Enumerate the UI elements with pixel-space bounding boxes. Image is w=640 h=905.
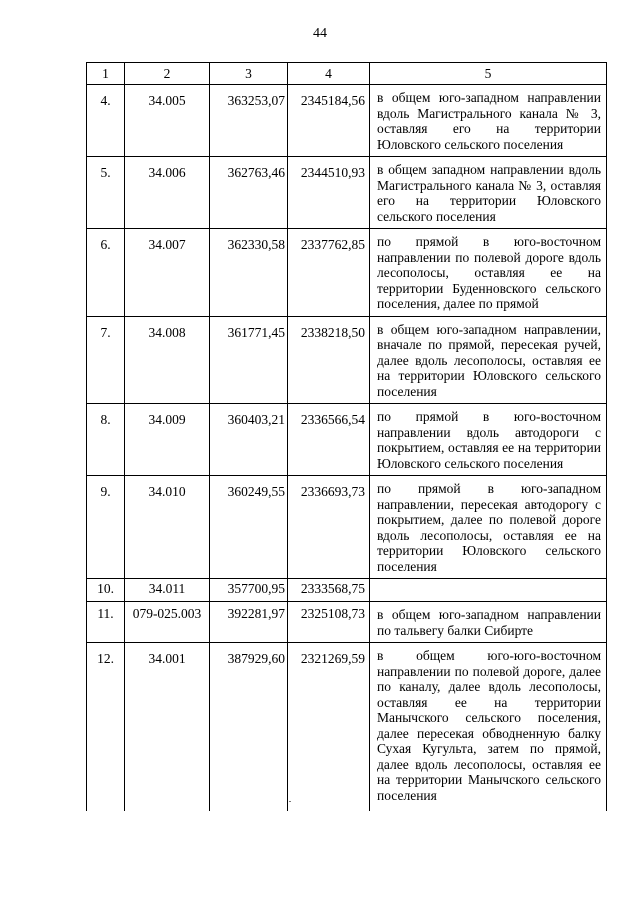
coord-y: 2336693,73 bbox=[288, 476, 370, 579]
coord-y: 2333568,75 bbox=[288, 579, 370, 602]
header-col-3: 3 bbox=[210, 63, 288, 85]
coord-x: 363253,07 bbox=[210, 85, 288, 157]
table-row bbox=[87, 157, 607, 229]
boundary-description-cell bbox=[370, 643, 607, 812]
row-number: 7. bbox=[87, 316, 125, 404]
boundary-description-cell bbox=[370, 229, 607, 317]
row-number: 5. bbox=[87, 157, 125, 229]
header-col-2: 2 bbox=[125, 63, 210, 85]
coord-x: 357700,95 bbox=[210, 579, 288, 602]
point-id: 34.007 bbox=[125, 229, 210, 317]
boundary-description-cell bbox=[370, 85, 607, 157]
boundary-description: в общем юго-западном направлении по тальвегу балки Сибирте bbox=[377, 607, 601, 638]
table-row bbox=[87, 579, 607, 602]
boundary-description: по прямой в юго-восточном направлении по полевой дороге вдоль лесополосы, оставляя ее на территории Буденновского сельского поселения, далее по прямой bbox=[377, 234, 601, 311]
page-number: 44 bbox=[313, 26, 327, 41]
coord-y: 2325108,73 bbox=[288, 602, 370, 643]
table-row bbox=[87, 85, 607, 157]
boundary-description-cell bbox=[370, 404, 607, 476]
coord-y: 2321269,59 bbox=[288, 643, 370, 812]
table-row bbox=[87, 404, 607, 476]
point-id: 34.008 bbox=[125, 316, 210, 404]
table-row bbox=[87, 229, 607, 317]
boundary-description-cell bbox=[370, 579, 607, 602]
boundary-description: в общем юго-западном направлении, вначале по прямой, пересекая ручей, далее вдоль лесополосы, оставляя ее на территории Юловского сельского поселения bbox=[377, 321, 601, 399]
row-number: 10. bbox=[87, 579, 125, 602]
boundary-points-table bbox=[86, 62, 607, 811]
coord-y: 2338218,50 bbox=[288, 316, 370, 404]
row-number: 8. bbox=[87, 404, 125, 476]
boundary-description: в общем юго-западном направлении вдоль Магистрального канала № 3, оставляя его на территории Юловского сельского поселения bbox=[377, 90, 601, 152]
coord-y: 2345184,56 bbox=[288, 85, 370, 157]
scan-speck bbox=[289, 801, 291, 802]
point-id: 34.009 bbox=[125, 404, 210, 476]
table-row bbox=[87, 602, 607, 643]
row-number: 9. bbox=[87, 476, 125, 579]
table-header-row bbox=[87, 63, 607, 85]
row-number: 12. bbox=[87, 643, 125, 812]
row-number: 6. bbox=[87, 229, 125, 317]
boundary-description: по прямой в юго-западном направлении, пересекая автодорогу с покрытием, далее по полевой дороге вдоль лесополосы, оставляя ее на территории Юловского сельского поселения bbox=[377, 481, 601, 574]
coord-x: 362330,58 bbox=[210, 229, 288, 317]
boundary-description: в общем юго-юго-восточном направлении по полевой дороге, далее по каналу, далее вдоль лесополосы, оставляя ее на территории Манычского сельского поселения, далее пересекая обводненную балку Сухая Кугульта, затем по прямой, далее вдоль лесополосы, оставляя ее на территории Манычского сельского поселения bbox=[377, 648, 601, 803]
boundary-description-cell bbox=[370, 157, 607, 229]
coord-x: 362763,46 bbox=[210, 157, 288, 229]
boundary-description-cell bbox=[370, 602, 607, 643]
row-number: 11. bbox=[87, 602, 125, 643]
coord-y: 2337762,85 bbox=[288, 229, 370, 317]
boundary-description-cell bbox=[370, 316, 607, 404]
point-id: 079-025.003 bbox=[125, 602, 210, 643]
coord-x: 392281,97 bbox=[210, 602, 288, 643]
point-id: 34.006 bbox=[125, 157, 210, 229]
table-row bbox=[87, 316, 607, 404]
point-id: 34.010 bbox=[125, 476, 210, 579]
point-id: 34.005 bbox=[125, 85, 210, 157]
coord-x: 387929,60 bbox=[210, 643, 288, 812]
point-id: 34.001 bbox=[125, 643, 210, 812]
coord-y: 2344510,93 bbox=[288, 157, 370, 229]
header-col-1: 1 bbox=[87, 63, 125, 85]
boundary-description: в общем западном направлении вдоль Магистрального канала № 3, оставляя его на территории Юловского сельского поселения bbox=[377, 162, 601, 224]
header-col-4: 4 bbox=[288, 63, 370, 85]
coord-x: 361771,45 bbox=[210, 316, 288, 404]
point-id: 34.011 bbox=[125, 579, 210, 602]
boundary-description-cell bbox=[370, 476, 607, 579]
table-row bbox=[87, 643, 607, 812]
boundary-description: по прямой в юго-восточном направлении вдоль автодороги с покрытием, оставляя ее на территории Юловского сельского поселения bbox=[377, 409, 601, 471]
coord-y: 2336566,54 bbox=[288, 404, 370, 476]
row-number: 4. bbox=[87, 85, 125, 157]
header-col-5: 5 bbox=[370, 63, 607, 85]
coord-x: 360403,21 bbox=[210, 404, 288, 476]
coord-x: 360249,55 bbox=[210, 476, 288, 579]
table-row bbox=[87, 476, 607, 579]
